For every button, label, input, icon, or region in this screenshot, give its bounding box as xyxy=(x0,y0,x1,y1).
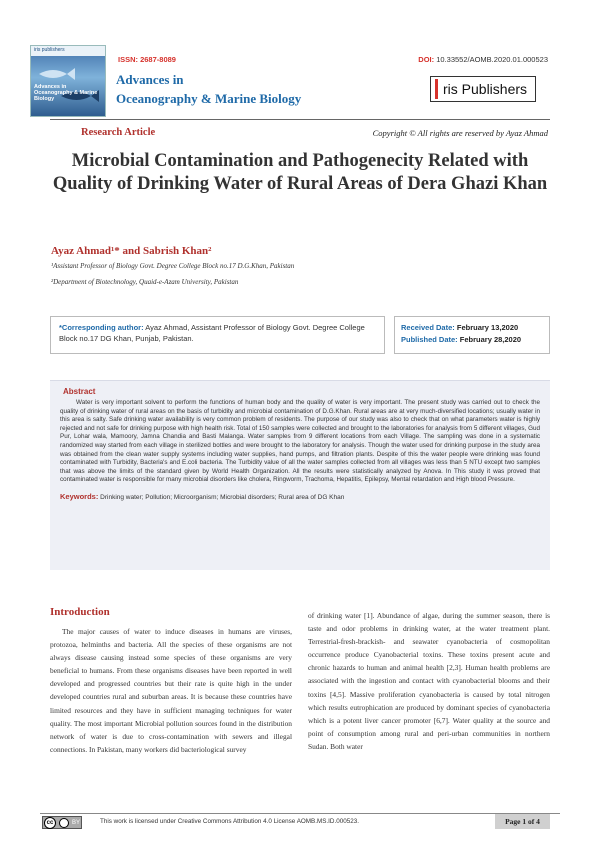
publisher-logo xyxy=(430,76,536,102)
keywords-label: Keywords: xyxy=(60,491,99,501)
dates-box xyxy=(394,316,550,354)
corresponding-author-box xyxy=(50,316,385,354)
keywords xyxy=(60,492,540,501)
doi-label: DOI: xyxy=(418,55,435,64)
abstract-box xyxy=(50,380,550,570)
cover-publisher-text: iris publishers xyxy=(31,46,105,56)
journal-name-line2: Oceanography & Marine Biology xyxy=(116,91,302,106)
creative-commons-badge[interactable] xyxy=(42,816,82,829)
journal-cover-image xyxy=(30,45,106,117)
published-label: Published Date: xyxy=(401,335,458,344)
attribution-icon xyxy=(59,818,69,828)
article-type: Research Article xyxy=(81,127,156,138)
cover-title-text: Advances in Oceanography & Marine Biology xyxy=(34,84,98,102)
cc-icon: cc xyxy=(44,817,56,829)
doi xyxy=(418,55,548,64)
cc-by-label: BY xyxy=(72,819,81,826)
doi-link[interactable]: 10.33552/AOMB.2020.01.000523 xyxy=(436,55,548,64)
corresponding-text: Ayaz Ahmad, Assistant Professor of Biology Govt. Degree College Block no.17 DG Khan, Punjab, Pakistan. xyxy=(59,323,365,343)
published-value: February 28,2020 xyxy=(459,335,522,344)
abstract-body: Water is very important solvent to perform the functions of human body and the quality of water is very important. The present study was carried out to check the quality of drinking water of rural areas on the basis of turbidity and microbial contamination of D.G.Khan. Rural areas are at very much-diversified locations; usually water in this area is salty. Safe drinking water availability is very common problem of residents. The purpose of our study was also to check that on what parameters water is highly rejected and not safe for drinking purpose with high health risk. Total of 150 samples were collected and brought to the laboratories for analysis from 5 different villages, Gud Pur, Lohar wala, Mamoory, Jamna Chandia and Basti Malanga. Water samples from 9 different locations from each Village. The sampling was done in a systematic randomized way started from each village in sterilized bottles and were brought to the laboratory for analysis. Though the water used for drinking purpose in the study area was obtained from the clean water supply systems including water supplies, hand pumps, and filtration plants. Despite of this the water people were drinking was found contaminated with Turbidity, Bacteria's and E.coli bacteria. The Turbidity value of all the water samples collected from all villages was less than 5 NTU except two samples that was above the limits of the standard given by World Health Organization. All the results were statistically analyzed by Anova. In This study it was proved that contaminated water is responsible for many microbial disorders like cholera, Ringworm, Trachoma, Hepatitis, Epilepsy, Mental retardation and High blood Pressure. xyxy=(60,399,540,484)
received-date-row xyxy=(401,322,543,334)
received-value: February 13,2020 xyxy=(456,323,519,332)
issn-text: ISSN: 2687-8089 xyxy=(118,55,176,64)
corresponding-label: *Corresponding author: xyxy=(59,323,144,332)
footer-divider xyxy=(40,813,560,814)
page-number: Page 1 of 4 xyxy=(495,814,550,829)
journal-name-line1: Advances in xyxy=(116,72,184,87)
received-label: Received Date: xyxy=(401,323,455,332)
article-title: Microbial Contamination and Pathogenecity Related with Quality of Drinking Water of Rural Areas of Dera Ghazi Khan xyxy=(52,151,548,194)
published-date-row xyxy=(401,334,543,346)
logo-bar-icon xyxy=(435,79,438,99)
affiliation-2: ²Department of Biotechnology, Quaid-e-Azam University, Pakistan xyxy=(51,278,239,286)
license-text: This work is licensed under Creative Commons Attribution 4.0 License AOMB.MS.ID.000523. xyxy=(100,818,359,825)
publisher-name: ris Publishers xyxy=(443,81,528,97)
abstract-heading: Abstract xyxy=(63,387,96,396)
affiliation-1: ¹Assistant Professor of Biology Govt. Degree College Block no.17 D.G.Khan, Pakistan xyxy=(51,262,295,270)
introduction-left-column: The major causes of water to induce diseases in humans are viruses, protozoa, helminths and bacteria. All the species of these organisms are not always disease causing instead some species of these organisms are very beneficial to humans. From these organisms diseases have been reported in well developed and progressed countries but their rate is quite high in the under developed countries rural and suburban areas. It is because these countries have limited resources and they have in sufficient managing techniques for water quality. The most important Microbial pollution sources found in the distribution network of water is due to cross-contamination with sewers and illegal connections. In Pakistan, many workers did bacteriological survey xyxy=(50,627,292,754)
introduction-heading: Introduction xyxy=(50,606,110,618)
keywords-text: Drinking water; Pollution; Microorganism; Microbial disorders; Rural area of DG Khan xyxy=(100,493,345,501)
authors: Ayaz Ahmad¹* and Sabrish Khan² xyxy=(51,245,212,257)
copyright-notice: Copyright © All rights are reserved by Ayaz Ahmad xyxy=(372,128,548,138)
header-divider xyxy=(50,119,550,120)
introduction-right-column: of drinking water [1]. Abundance of algae, during the summer season, there is taste and odor problems in drinking water, at the water treatment plant. Terrestrial-fresh-brackish- and seawater cyanobacteria of cosmopolitan occurrence produce Cyanobacterial toxins. These toxins present acute and chronic hazards to human and animal health [2,3]. Human health problems are associated with the ingestion and contact with cyanobacterial blooms and their toxins [4,5]. Massive proliferation cyanobacteria is caused by total nitrogen which results eutrophication are produced by dominant species of cyanobacteria which is a potent liver cancer promoter [6,7]. Water quality at the source and point of consumption among rural and peri-urban communities in northern Sudan. Both water xyxy=(308,611,550,751)
